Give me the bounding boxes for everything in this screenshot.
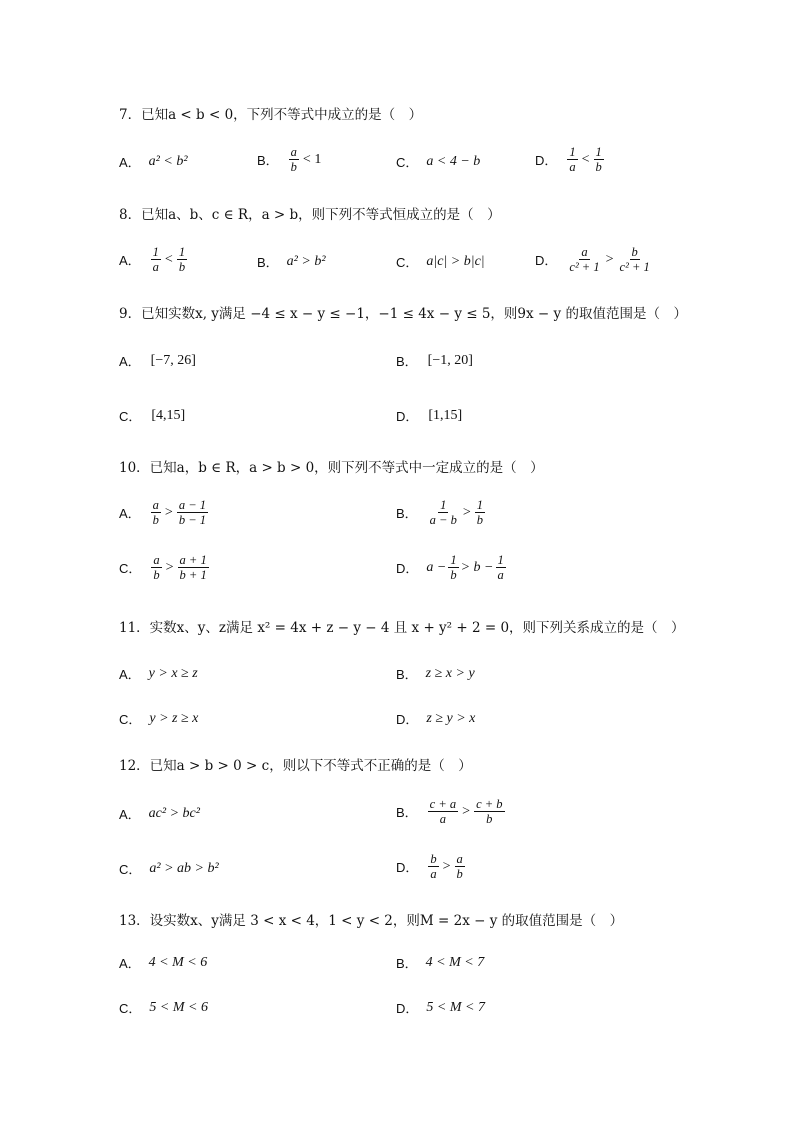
q9-option-a: [119, 351, 198, 370]
option-text: 4 < M < 7: [425, 954, 485, 970]
numerator: b: [430, 852, 437, 866]
q8-option-b: [257, 252, 326, 271]
denominator: b: [456, 867, 463, 881]
relation: >: [462, 504, 471, 520]
denominator: a: [439, 812, 447, 826]
option-label: C．: [119, 561, 142, 576]
fraction: [177, 498, 208, 527]
option-label: D．: [396, 712, 419, 727]
denominator: b: [450, 568, 457, 582]
numerator: 1: [595, 145, 602, 159]
fraction: [448, 553, 458, 582]
relation: <: [581, 151, 590, 167]
option-label: B．: [396, 506, 418, 521]
fraction: [151, 245, 161, 274]
option-label: A．: [119, 354, 141, 369]
denominator: a − b: [429, 513, 457, 527]
relation: <: [164, 251, 173, 267]
denominator: a: [569, 160, 576, 174]
option-label: B．: [396, 667, 418, 682]
option-text: [−1, 20]: [427, 352, 473, 368]
q10-option-d: [396, 553, 508, 582]
q11-option-b: [396, 664, 475, 683]
q10-option-c: [119, 553, 211, 582]
denominator: c² + 1: [569, 260, 600, 274]
denominator: b: [486, 812, 493, 826]
fraction: [496, 553, 506, 582]
q7-option-b: [257, 145, 323, 174]
fraction: [289, 145, 299, 174]
numerator: 1: [450, 553, 457, 567]
option-text: a < 4 − b: [426, 153, 481, 169]
numerator: 1: [152, 245, 159, 259]
numerator: a + 1: [179, 553, 207, 567]
fraction: [455, 852, 465, 881]
fraction: [177, 245, 187, 274]
relation: >: [442, 858, 451, 874]
q12-option-d: [396, 852, 467, 881]
question-12-stem: 12．已知a > b > 0 > c，则以下不等式不正确的是（ ）: [119, 758, 472, 774]
option-label: A．: [119, 807, 141, 822]
numerator: a: [456, 852, 463, 866]
option-label: D．: [535, 253, 558, 268]
denominator: b + 1: [179, 568, 207, 582]
option-label: C．: [396, 255, 419, 270]
numerator: c + a: [429, 797, 457, 811]
numerator: 1: [440, 498, 447, 512]
numerator: a: [290, 145, 297, 159]
relation: > b −: [460, 559, 494, 575]
q7-option-c: [396, 152, 480, 171]
q10-option-b: [396, 498, 487, 527]
option-label: D．: [396, 561, 419, 576]
denominator: b: [153, 568, 160, 582]
denominator: b: [290, 160, 297, 174]
q11-option-d: [396, 709, 475, 728]
numerator: 1: [476, 498, 484, 512]
option-text: a² > ab > b²: [149, 860, 219, 876]
q13-option-d: [396, 998, 485, 1017]
question-8-stem: 8．已知a、b、c ∈ R，a > b，则下列不等式恒成立的是（ ）: [119, 207, 501, 223]
option-text: a² > b²: [286, 253, 326, 269]
option-label: D．: [535, 153, 558, 168]
q9-option-b: [396, 351, 475, 370]
numerator: 1: [569, 145, 576, 159]
option-text: a −: [426, 559, 447, 575]
option-label: A．: [119, 667, 141, 682]
numerator: b: [631, 245, 638, 259]
q13-option-a: [119, 953, 207, 972]
q12-option-b: [396, 797, 507, 826]
numerator: a: [152, 498, 159, 512]
q8-option-a: [119, 245, 189, 274]
fraction: [151, 498, 161, 527]
fraction: [567, 245, 601, 274]
option-text: a|c| > b|c|: [426, 253, 485, 269]
option-label: A．: [119, 253, 141, 268]
denominator: a: [430, 867, 437, 881]
fraction: [428, 852, 438, 881]
fraction: [474, 797, 504, 826]
option-label: A．: [119, 956, 141, 971]
option-text: a² < b²: [148, 153, 188, 169]
q12-option-a: [119, 804, 200, 823]
fraction: [178, 553, 209, 582]
question-7-stem: 7．已知a < b < 0，下列不等式中成立的是（ ）: [119, 107, 423, 123]
question-10-stem: 10．已知a，b ∈ R，a > b > 0，则下列不等式中一定成立的是（ ）: [119, 460, 544, 476]
numerator: 1: [178, 245, 186, 259]
numerator: c + b: [476, 797, 503, 811]
denominator: b: [476, 513, 484, 527]
option-label: C．: [119, 1001, 142, 1016]
option-text: z ≥ y > x: [426, 710, 476, 726]
option-text: [4,15]: [151, 407, 186, 423]
q10-option-a: [119, 498, 210, 527]
fraction: [618, 245, 652, 274]
option-text: y > x ≥ z: [148, 665, 198, 681]
denominator: b: [595, 160, 602, 174]
fraction: [567, 145, 577, 174]
fraction: [475, 498, 485, 527]
option-label: B．: [396, 354, 418, 369]
q11-option-a: [119, 664, 198, 683]
q8-option-d: [535, 245, 654, 274]
option-text: < 1: [302, 151, 322, 167]
option-text: 5 < M < 6: [149, 999, 208, 1015]
relation: >: [164, 504, 173, 520]
option-text: 5 < M < 7: [426, 999, 485, 1015]
option-label: C．: [119, 862, 142, 877]
fraction: [151, 553, 161, 582]
denominator: c² + 1: [619, 260, 650, 274]
option-label: B．: [396, 805, 418, 820]
option-label: C．: [119, 712, 142, 727]
q11-option-c: [119, 709, 198, 728]
relation: >: [165, 559, 174, 575]
fraction: [594, 145, 604, 174]
option-label: C．: [119, 409, 142, 424]
numerator: 1: [497, 553, 504, 567]
q9-option-c: [119, 406, 187, 425]
question-9-stem: 9．已知实数x, y满足 −4 ≤ x − y ≤ −1，−1 ≤ 4x − y ≤ 5，则9x − y 的取值范围是（ ）: [119, 306, 687, 322]
option-text: [−7, 26]: [150, 352, 196, 368]
q12-option-c: [119, 859, 219, 878]
question-13-stem: 13．设实数x、y满足 3 < x < 4，1 < y < 2，则M = 2x − y 的取值范围是（ ）: [119, 913, 624, 929]
q7-option-d: [535, 145, 606, 174]
option-text: 4 < M < 6: [148, 954, 208, 970]
numerator: a: [581, 245, 588, 259]
denominator: b: [152, 513, 159, 527]
option-label: B．: [396, 956, 418, 971]
numerator: a − 1: [178, 498, 207, 512]
option-label: A．: [119, 155, 141, 170]
denominator: b − 1: [178, 513, 207, 527]
option-text: y > z ≥ x: [149, 710, 199, 726]
question-11-stem: 11．实数x、y、z满足 x² = 4x + z − y − 4 且 x + y² + 2 = 0，则下列关系成立的是（ ）: [119, 620, 685, 636]
denominator: a: [497, 568, 504, 582]
option-text: z ≥ x > y: [425, 665, 475, 681]
q7-option-a: [119, 152, 188, 171]
denominator: a: [152, 260, 159, 274]
relation: >: [462, 803, 471, 819]
option-label: A．: [119, 506, 141, 521]
relation: >: [605, 251, 614, 267]
q13-option-c: [119, 998, 208, 1017]
option-text: [1,15]: [428, 407, 463, 423]
fraction: [428, 797, 458, 826]
denominator: b: [178, 260, 186, 274]
q13-option-b: [396, 953, 484, 972]
option-label: D．: [396, 860, 419, 875]
option-label: C．: [396, 155, 419, 170]
fraction: [428, 498, 459, 527]
q8-option-c: [396, 252, 485, 271]
option-label: D．: [396, 1001, 419, 1016]
q9-option-d: [396, 406, 464, 425]
option-label: B．: [257, 153, 279, 168]
option-label: D．: [396, 409, 419, 424]
option-label: B．: [257, 255, 279, 270]
option-text: ac² > bc²: [148, 805, 200, 821]
numerator: a: [153, 553, 160, 567]
